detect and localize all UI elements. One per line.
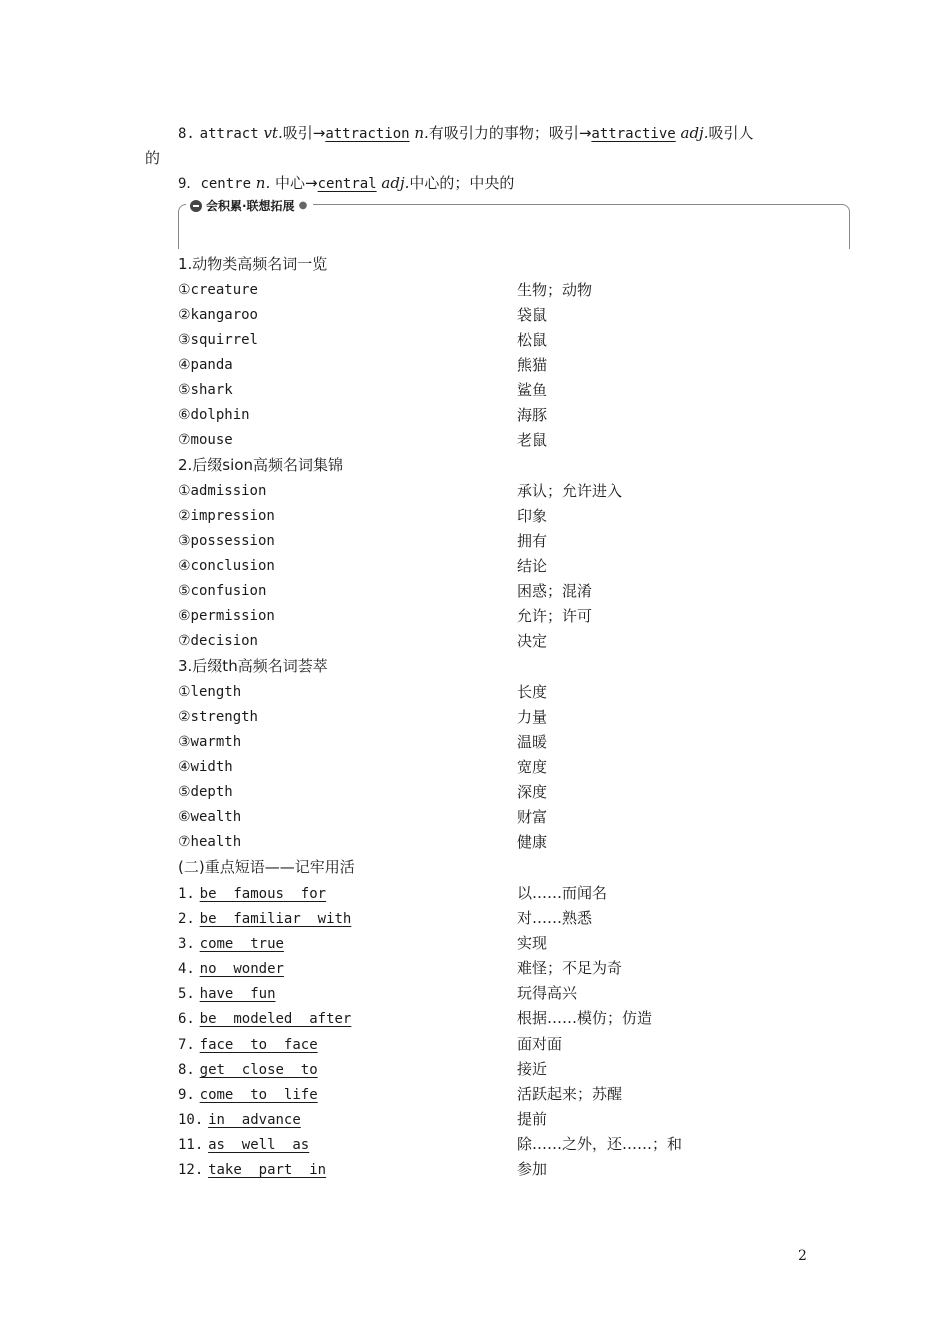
phrase-row xyxy=(178,883,326,904)
phrase-cn: 除……之外，还……；和 xyxy=(517,1135,683,1153)
phrase-row xyxy=(178,1034,318,1055)
word-en: ④conclusion xyxy=(178,558,275,574)
phrase-number: 3. xyxy=(178,936,195,952)
meaning: 有吸引力的事物；吸引 xyxy=(428,124,579,142)
page-number: 2 xyxy=(798,1248,807,1264)
phrase-cn: 活跃起来；苏醒 xyxy=(517,1085,623,1103)
word-en: ①admission xyxy=(178,483,267,499)
meaning: 吸引人 xyxy=(708,124,754,142)
derived-word: central xyxy=(317,176,377,192)
headword: attract xyxy=(199,126,259,142)
word-cn: 长度 xyxy=(517,683,548,701)
derived-word: attractive xyxy=(591,126,676,142)
phrase-en: take part in xyxy=(208,1162,327,1178)
item-number: 8. xyxy=(178,126,195,142)
word-cn: 结论 xyxy=(517,557,548,575)
phrase-cn: 难怪；不足为奇 xyxy=(517,959,623,977)
word-en: ⑤depth xyxy=(178,784,233,800)
phrase-cn: 接近 xyxy=(517,1060,548,1078)
word-en: ⑤shark xyxy=(178,382,233,398)
phrase-row xyxy=(178,1109,301,1130)
word-cn: 袋鼠 xyxy=(517,306,548,324)
word-cn: 海豚 xyxy=(517,406,548,424)
phrase-cn: 面对面 xyxy=(517,1035,563,1053)
phrase-row xyxy=(178,983,276,1004)
phrase-en: get close to xyxy=(199,1062,318,1078)
vocab-item-9 xyxy=(178,173,514,194)
dot-icon: ● xyxy=(298,200,308,211)
phrase-number: 10. xyxy=(178,1112,204,1128)
phrase-en: be modeled after xyxy=(199,1011,352,1027)
phrase-en: come true xyxy=(199,936,284,952)
word-en: ⑥permission xyxy=(178,608,275,624)
group-title: 1.动物类高频名词一览 xyxy=(178,255,328,273)
word-en: ①length xyxy=(178,684,242,700)
arrow-icon: → xyxy=(312,124,326,142)
word-en: ⑦health xyxy=(178,834,242,850)
phrase-cn: 玩得高兴 xyxy=(517,984,578,1002)
phrase-row xyxy=(178,933,284,954)
word-cn: 温暖 xyxy=(517,733,548,751)
part-of-speech: vt. xyxy=(263,124,283,142)
part-of-speech: n. xyxy=(414,124,429,142)
group-title: 3.后缀th高频名词荟萃 xyxy=(178,657,328,675)
word-cn: 力量 xyxy=(517,708,548,726)
phrase-number: 2. xyxy=(178,911,195,927)
phrase-cn: 以……而闻名 xyxy=(517,884,608,902)
word-en: ③possession xyxy=(178,533,275,549)
word-en: ②strength xyxy=(178,709,258,725)
word-en: ③warmth xyxy=(178,734,242,750)
phrase-number: 4. xyxy=(178,961,195,977)
phrase-cn: 对……熟悉 xyxy=(517,909,593,927)
derived-word: attraction xyxy=(325,126,410,142)
phrase-en: have fun xyxy=(199,986,276,1002)
phrase-cn: 根据……模仿；仿造 xyxy=(517,1009,653,1027)
vocab-item-8-continuation: 的 xyxy=(145,149,161,167)
phrase-number: 1. xyxy=(178,886,195,902)
meaning: 中心的；中央的 xyxy=(409,174,515,192)
word-en: ⑥wealth xyxy=(178,809,242,825)
word-cn: 熊猫 xyxy=(517,356,548,374)
phrase-number: 5. xyxy=(178,986,195,1002)
word-cn: 鲨鱼 xyxy=(517,381,548,399)
meaning: 中心 xyxy=(275,174,306,192)
phrase-number: 12. xyxy=(178,1162,204,1178)
headword: centre xyxy=(200,176,252,192)
phrase-row xyxy=(178,1008,351,1029)
phrase-row xyxy=(178,1159,326,1180)
word-en: ⑦decision xyxy=(178,633,258,649)
minus-circle-icon xyxy=(190,200,202,212)
word-en: ③squirrel xyxy=(178,332,258,348)
word-cn: 允许；许可 xyxy=(517,607,593,625)
phrase-en: come to life xyxy=(199,1087,318,1103)
phrase-en: in advance xyxy=(208,1112,301,1128)
part-of-speech: adj. xyxy=(680,124,709,142)
phrase-number: 8. xyxy=(178,1062,195,1078)
phrase-row xyxy=(178,908,351,929)
word-en: ⑦mouse xyxy=(178,432,233,448)
phrase-cn: 提前 xyxy=(517,1110,548,1128)
phrase-row xyxy=(178,958,284,979)
part-of-speech: n. xyxy=(255,174,271,192)
word-cn: 老鼠 xyxy=(517,431,548,449)
phrase-row xyxy=(178,1134,309,1155)
arrow-icon: → xyxy=(578,124,592,142)
phrase-number: 9. xyxy=(178,1087,195,1103)
word-cn: 财富 xyxy=(517,808,548,826)
word-cn: 生物；动物 xyxy=(517,281,593,299)
word-cn: 拥有 xyxy=(517,532,548,550)
phrase-row xyxy=(178,1084,318,1105)
item-number: 9． xyxy=(178,176,201,192)
phrase-number: 6. xyxy=(178,1011,195,1027)
part-of-speech: adj. xyxy=(381,174,410,192)
meaning: 吸引 xyxy=(282,124,313,142)
word-en: ④width xyxy=(178,759,233,775)
word-en: ②impression xyxy=(178,508,275,524)
vocab-item-8 xyxy=(178,123,753,144)
word-cn: 松鼠 xyxy=(517,331,548,349)
word-en: ①creature xyxy=(178,282,258,298)
phrase-cn: 实现 xyxy=(517,934,548,952)
word-cn: 健康 xyxy=(517,833,548,851)
word-cn: 困惑；混淆 xyxy=(517,582,593,600)
word-en: ⑥dolphin xyxy=(178,407,250,423)
phrase-en: as well as xyxy=(208,1137,310,1153)
phrase-cn: 参加 xyxy=(517,1160,548,1178)
word-en: ②kangaroo xyxy=(178,307,258,323)
word-cn: 印象 xyxy=(517,507,548,525)
phrase-en: face to face xyxy=(199,1037,318,1053)
phrase-row xyxy=(178,1059,318,1080)
phrase-number: 11. xyxy=(178,1137,204,1153)
word-cn: 决定 xyxy=(517,632,548,650)
phrase-number: 7. xyxy=(178,1037,195,1053)
group-title: 2.后缀sion高频名词集锦 xyxy=(178,456,343,474)
word-cn: 宽度 xyxy=(517,758,548,776)
section-title: 会积累·联想拓展 xyxy=(206,199,295,213)
word-cn: 深度 xyxy=(517,783,548,801)
arrow-icon: → xyxy=(305,174,318,192)
phrase-en: be familiar with xyxy=(199,911,352,927)
word-en: ④panda xyxy=(178,357,233,373)
phrase-en: be famous for xyxy=(199,886,327,902)
section-box-label xyxy=(186,197,313,214)
word-cn: 承认；允许进入 xyxy=(517,482,623,500)
word-en: ⑤confusion xyxy=(178,583,267,599)
phrase-en: no wonder xyxy=(199,961,284,977)
phrases-title: (二)重点短语——记牢用活 xyxy=(178,858,355,876)
